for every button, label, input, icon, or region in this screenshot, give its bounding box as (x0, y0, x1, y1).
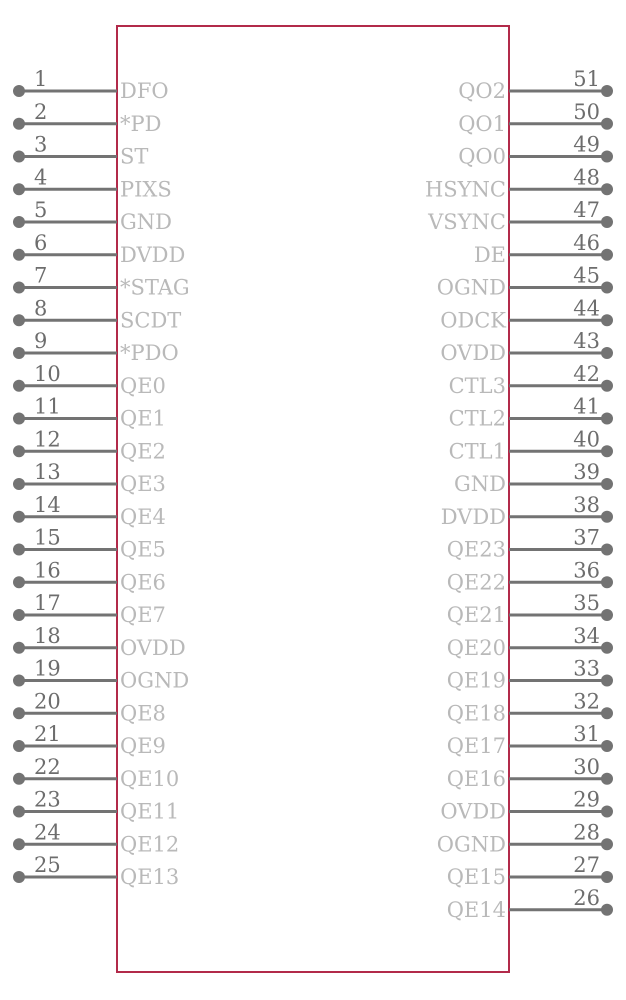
pin-number: 49 (573, 132, 600, 157)
pin-terminal-dot (13, 511, 25, 523)
pin-name: QE16 (446, 766, 506, 791)
pin-terminal-dot (601, 511, 613, 523)
pin-number: 16 (34, 558, 61, 583)
pin-name: OGND (436, 275, 506, 300)
pin-terminal-dot (13, 151, 25, 163)
pin-terminal-dot (601, 85, 613, 97)
pin-terminal-dot (601, 118, 613, 130)
pin-name: QE1 (120, 406, 166, 431)
pin-number: 23 (34, 787, 61, 812)
pin-name: OVDD (120, 635, 186, 660)
pin-name: ODCK (440, 308, 506, 333)
pin-number: 4 (34, 165, 48, 190)
pin-terminal-dot (13, 478, 25, 490)
pin-number: 8 (34, 296, 48, 321)
pin-name: QE3 (120, 472, 166, 496)
pin-name: QE18 (446, 701, 506, 726)
pin-name: QE5 (120, 537, 166, 562)
pin-name: OVDD (440, 799, 506, 824)
pin-number: 27 (573, 853, 600, 877)
pin-terminal-dot (601, 282, 613, 294)
pin-terminal-dot (601, 314, 613, 326)
pin-terminal-dot (601, 871, 613, 883)
pin-number: 40 (573, 427, 600, 452)
pin-terminal-dot (601, 806, 613, 818)
pin-terminal-dot (13, 85, 25, 97)
pin-terminal-dot (601, 347, 613, 359)
pin-terminal-dot (13, 445, 25, 457)
pin-name: HSYNC (424, 177, 506, 202)
pin-number: 3 (34, 132, 48, 157)
pin-terminal-dot (601, 773, 613, 785)
pin-name: QE8 (120, 701, 166, 726)
pin-terminal-dot (13, 740, 25, 752)
pin-name: OGND (436, 832, 506, 857)
pin-number: 41 (573, 394, 600, 419)
pin-number: 45 (573, 263, 600, 288)
pin-name: QE23 (446, 537, 506, 562)
pin-number: 32 (573, 689, 600, 714)
pin-terminal-dot (601, 544, 613, 556)
pin-number: 1 (34, 67, 48, 91)
pin-number: 50 (573, 99, 600, 124)
pin-terminal-dot (601, 675, 613, 687)
pin-number: 31 (573, 722, 600, 746)
pin-terminal-dot (601, 445, 613, 457)
pin-name: QO1 (458, 111, 506, 136)
pin-number: 43 (573, 329, 600, 353)
pin-terminal-dot (13, 544, 25, 556)
pin-number: 26 (573, 885, 600, 910)
pin-name: *STAG (120, 275, 190, 300)
pin-terminal-dot (601, 740, 613, 752)
pin-name: QE21 (446, 603, 506, 627)
pin-name: QE7 (120, 603, 166, 627)
pin-number: 15 (34, 525, 61, 550)
pin-terminal-dot (601, 151, 613, 163)
pin-name: GND (120, 210, 172, 234)
pin-terminal-dot (601, 380, 613, 392)
pin-number: 39 (573, 460, 600, 484)
pin-name: CTL1 (448, 439, 506, 464)
pin-terminal-dot (13, 838, 25, 850)
pin-name: QE9 (120, 734, 166, 758)
pin-name: QO0 (458, 144, 506, 169)
pin-name: ST (120, 144, 149, 169)
pin-name: PIXS (120, 177, 172, 202)
pin-name: DE (473, 242, 506, 267)
pin-name: OVDD (440, 341, 506, 365)
pin-terminal-dot (13, 413, 25, 425)
pin-number: 9 (34, 329, 48, 353)
pin-name: DFO (120, 79, 169, 103)
pin-name: QE6 (120, 570, 166, 595)
pin-number: 13 (34, 460, 61, 484)
pin-terminal-dot (601, 413, 613, 425)
pin-number: 38 (573, 492, 600, 517)
pin-name: QE2 (120, 439, 166, 464)
pin-terminal-dot (601, 707, 613, 719)
pin-number: 21 (34, 722, 61, 746)
pin-terminal-dot (13, 282, 25, 294)
pin-terminal-dot (13, 216, 25, 228)
pin-number: 25 (34, 853, 61, 877)
pin-name: QE17 (446, 734, 506, 758)
pin-terminal-dot (13, 183, 25, 195)
pin-terminal-dot (13, 118, 25, 130)
pin-name: QE12 (120, 832, 180, 857)
pin-name: DVDD (440, 504, 506, 529)
pin-terminal-dot (601, 249, 613, 261)
pin-terminal-dot (601, 838, 613, 850)
pin-terminal-dot (601, 183, 613, 195)
pin-number: 33 (573, 656, 600, 681)
pin-number: 2 (34, 99, 48, 124)
pin-number: 30 (573, 754, 600, 779)
pin-number: 42 (573, 361, 600, 386)
pin-name: QE11 (120, 799, 180, 824)
ic-body-outline (117, 26, 509, 972)
pin-terminal-dot (13, 642, 25, 654)
pin-number: 12 (34, 427, 61, 452)
pin-number: 36 (573, 558, 600, 583)
pin-name: GND (454, 472, 506, 496)
pin-number: 34 (573, 623, 600, 648)
pin-terminal-dot (13, 609, 25, 621)
pin-number: 29 (573, 787, 600, 812)
pin-terminal-dot (13, 249, 25, 261)
pin-name: QE13 (120, 865, 180, 889)
pin-terminal-dot (601, 478, 613, 490)
pin-number: 35 (573, 591, 600, 615)
pin-terminal-dot (601, 904, 613, 916)
pin-number: 20 (34, 689, 61, 714)
pin-number: 24 (34, 820, 61, 845)
pin-number: 11 (34, 394, 61, 419)
pin-name: QE14 (446, 897, 506, 922)
pin-number: 46 (573, 230, 600, 255)
pin-name: QE0 (120, 373, 166, 398)
pin-terminal-dot (13, 773, 25, 785)
pin-terminal-dot (601, 642, 613, 654)
pin-name: CTL2 (448, 406, 506, 431)
pin-number: 22 (34, 754, 61, 779)
pin-number: 37 (573, 525, 600, 550)
pin-terminal-dot (13, 707, 25, 719)
pin-terminal-dot (13, 806, 25, 818)
pin-number: 17 (34, 591, 61, 615)
pin-name: QE22 (446, 570, 506, 595)
pin-terminal-dot (13, 380, 25, 392)
pin-number: 44 (573, 296, 600, 321)
pin-terminal-dot (601, 576, 613, 588)
pin-name: CTL3 (448, 373, 506, 398)
pin-name: *PD (120, 111, 162, 136)
pin-number: 5 (34, 198, 48, 222)
pin-number: 6 (34, 230, 48, 255)
pin-number: 10 (34, 361, 61, 386)
pin-name: OGND (120, 668, 190, 693)
pin-terminal-dot (13, 314, 25, 326)
pin-name: QE20 (446, 635, 506, 660)
pin-name: QE4 (120, 504, 166, 529)
pin-terminal-dot (13, 347, 25, 359)
pin-terminal-dot (13, 675, 25, 687)
pin-number: 19 (34, 656, 61, 681)
pin-name: QE10 (120, 766, 180, 791)
pin-terminal-dot (13, 871, 25, 883)
pin-name: QE15 (446, 865, 506, 889)
pin-terminal-dot (13, 576, 25, 588)
pin-terminal-dot (601, 216, 613, 228)
pin-number: 51 (573, 67, 600, 91)
pin-number: 28 (573, 820, 600, 845)
pin-name: *PDO (120, 341, 179, 365)
pin-name: QE19 (446, 668, 506, 693)
pin-name: VSYNC (428, 210, 506, 234)
pin-number: 18 (34, 623, 61, 648)
pin-terminal-dot (601, 609, 613, 621)
pin-number: 14 (34, 492, 61, 517)
pin-name: DVDD (120, 242, 186, 267)
pin-name: QO2 (458, 79, 506, 103)
pin-number: 7 (34, 263, 48, 288)
pin-number: 47 (573, 198, 600, 222)
pin-name: SCDT (120, 308, 182, 333)
pin-number: 48 (573, 165, 600, 190)
